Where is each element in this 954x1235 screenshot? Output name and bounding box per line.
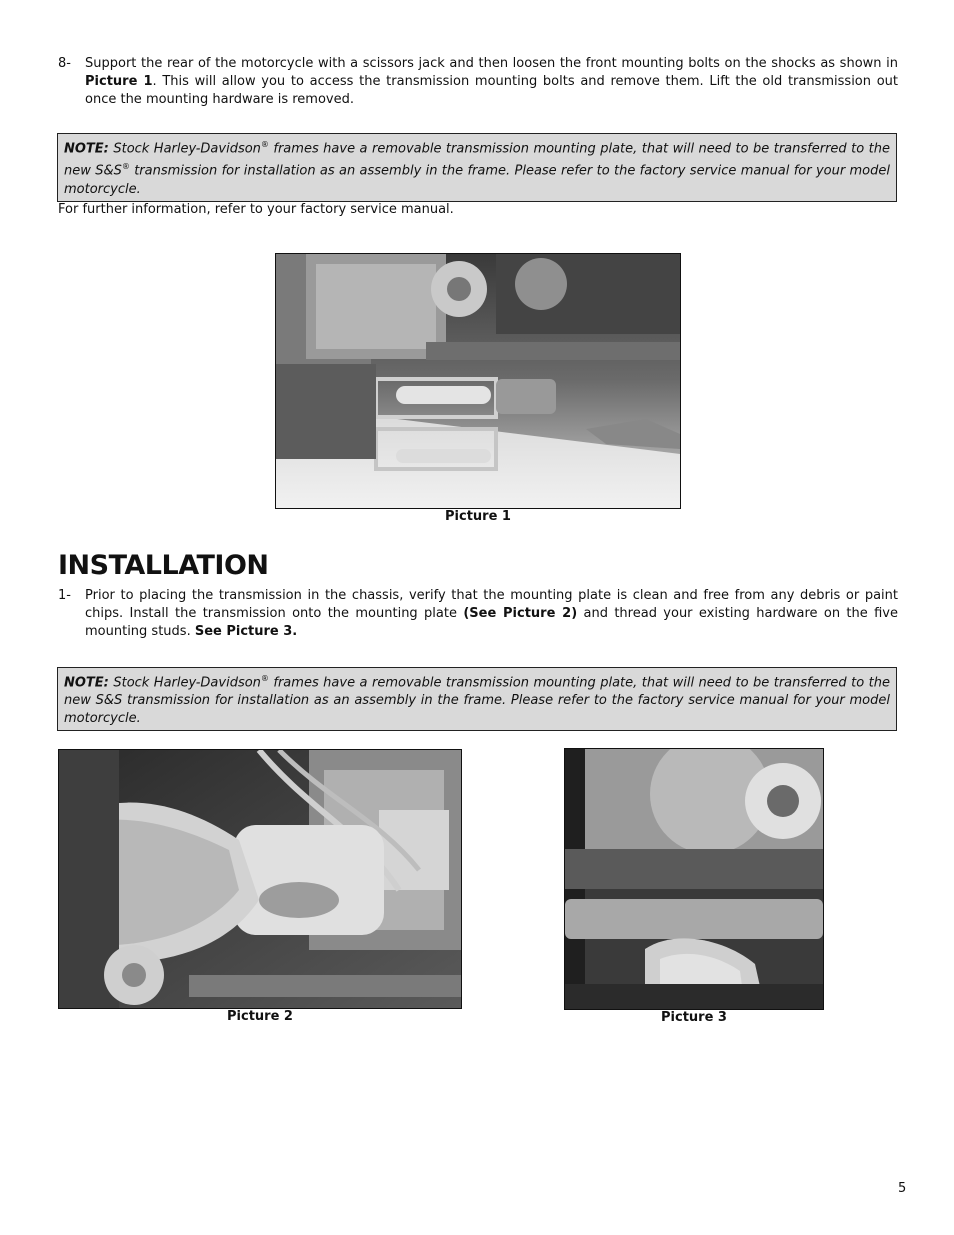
step-number: 1- bbox=[58, 588, 71, 603]
step-1 bbox=[58, 587, 898, 641]
note-label: NOTE: bbox=[64, 675, 109, 691]
note-box: NOTE: Stock Harley-Davidson® frames have a removable transmission mounting plate, that will need to be transferred to the new S&S® transmission for installation as an assembly in the frame. Please refer to the factory service manual for your model motorcycle. bbox=[57, 133, 897, 202]
page-number: 5 bbox=[898, 1181, 907, 1196]
picture-3-photo bbox=[564, 748, 824, 1010]
step-text: Prior to placing the transmission in the chassis, verify that the mounting plate is clean and free from any debris or paint chips. Install the transmission onto the mounting plate (See Picture 2) and thread your existing hardware on the five mounting studs. See Picture 3. bbox=[85, 588, 898, 639]
note-box: NOTE: Stock Harley-Davidson® frames have a removable transmission mounting plate, that will need to be transferred to the new S&S transmission for installation as an assembly in the frame. Please refer to the factory service manual for your model motorcycle. bbox=[57, 667, 897, 731]
step-text: Support the rear of the motorcycle with a scissors jack and then loosen the front mounting bolts on the shocks as shown in Picture 1. This will allow you to access the transmission mounting bolts and remove them. Lift the old transmission out once the mounting hardware is removed. bbox=[85, 56, 898, 107]
picture-reference: (See Picture 2) bbox=[463, 606, 578, 621]
picture-3-caption: Picture 3 bbox=[661, 1010, 727, 1025]
note-label: NOTE: bbox=[64, 141, 109, 157]
section-heading: INSTALLATION bbox=[58, 550, 269, 581]
picture-1-caption: Picture 1 bbox=[445, 509, 511, 524]
picture-reference: See Picture 3. bbox=[194, 624, 298, 639]
step-8 bbox=[58, 55, 898, 109]
further-info-text: For further information, refer to your factory service manual. bbox=[58, 202, 454, 217]
picture-1-photo bbox=[275, 253, 681, 509]
picture-2-caption: Picture 2 bbox=[227, 1009, 293, 1024]
picture-reference: Picture 1 bbox=[85, 74, 153, 89]
picture-2-photo bbox=[58, 749, 462, 1009]
step-number: 8- bbox=[58, 56, 71, 71]
